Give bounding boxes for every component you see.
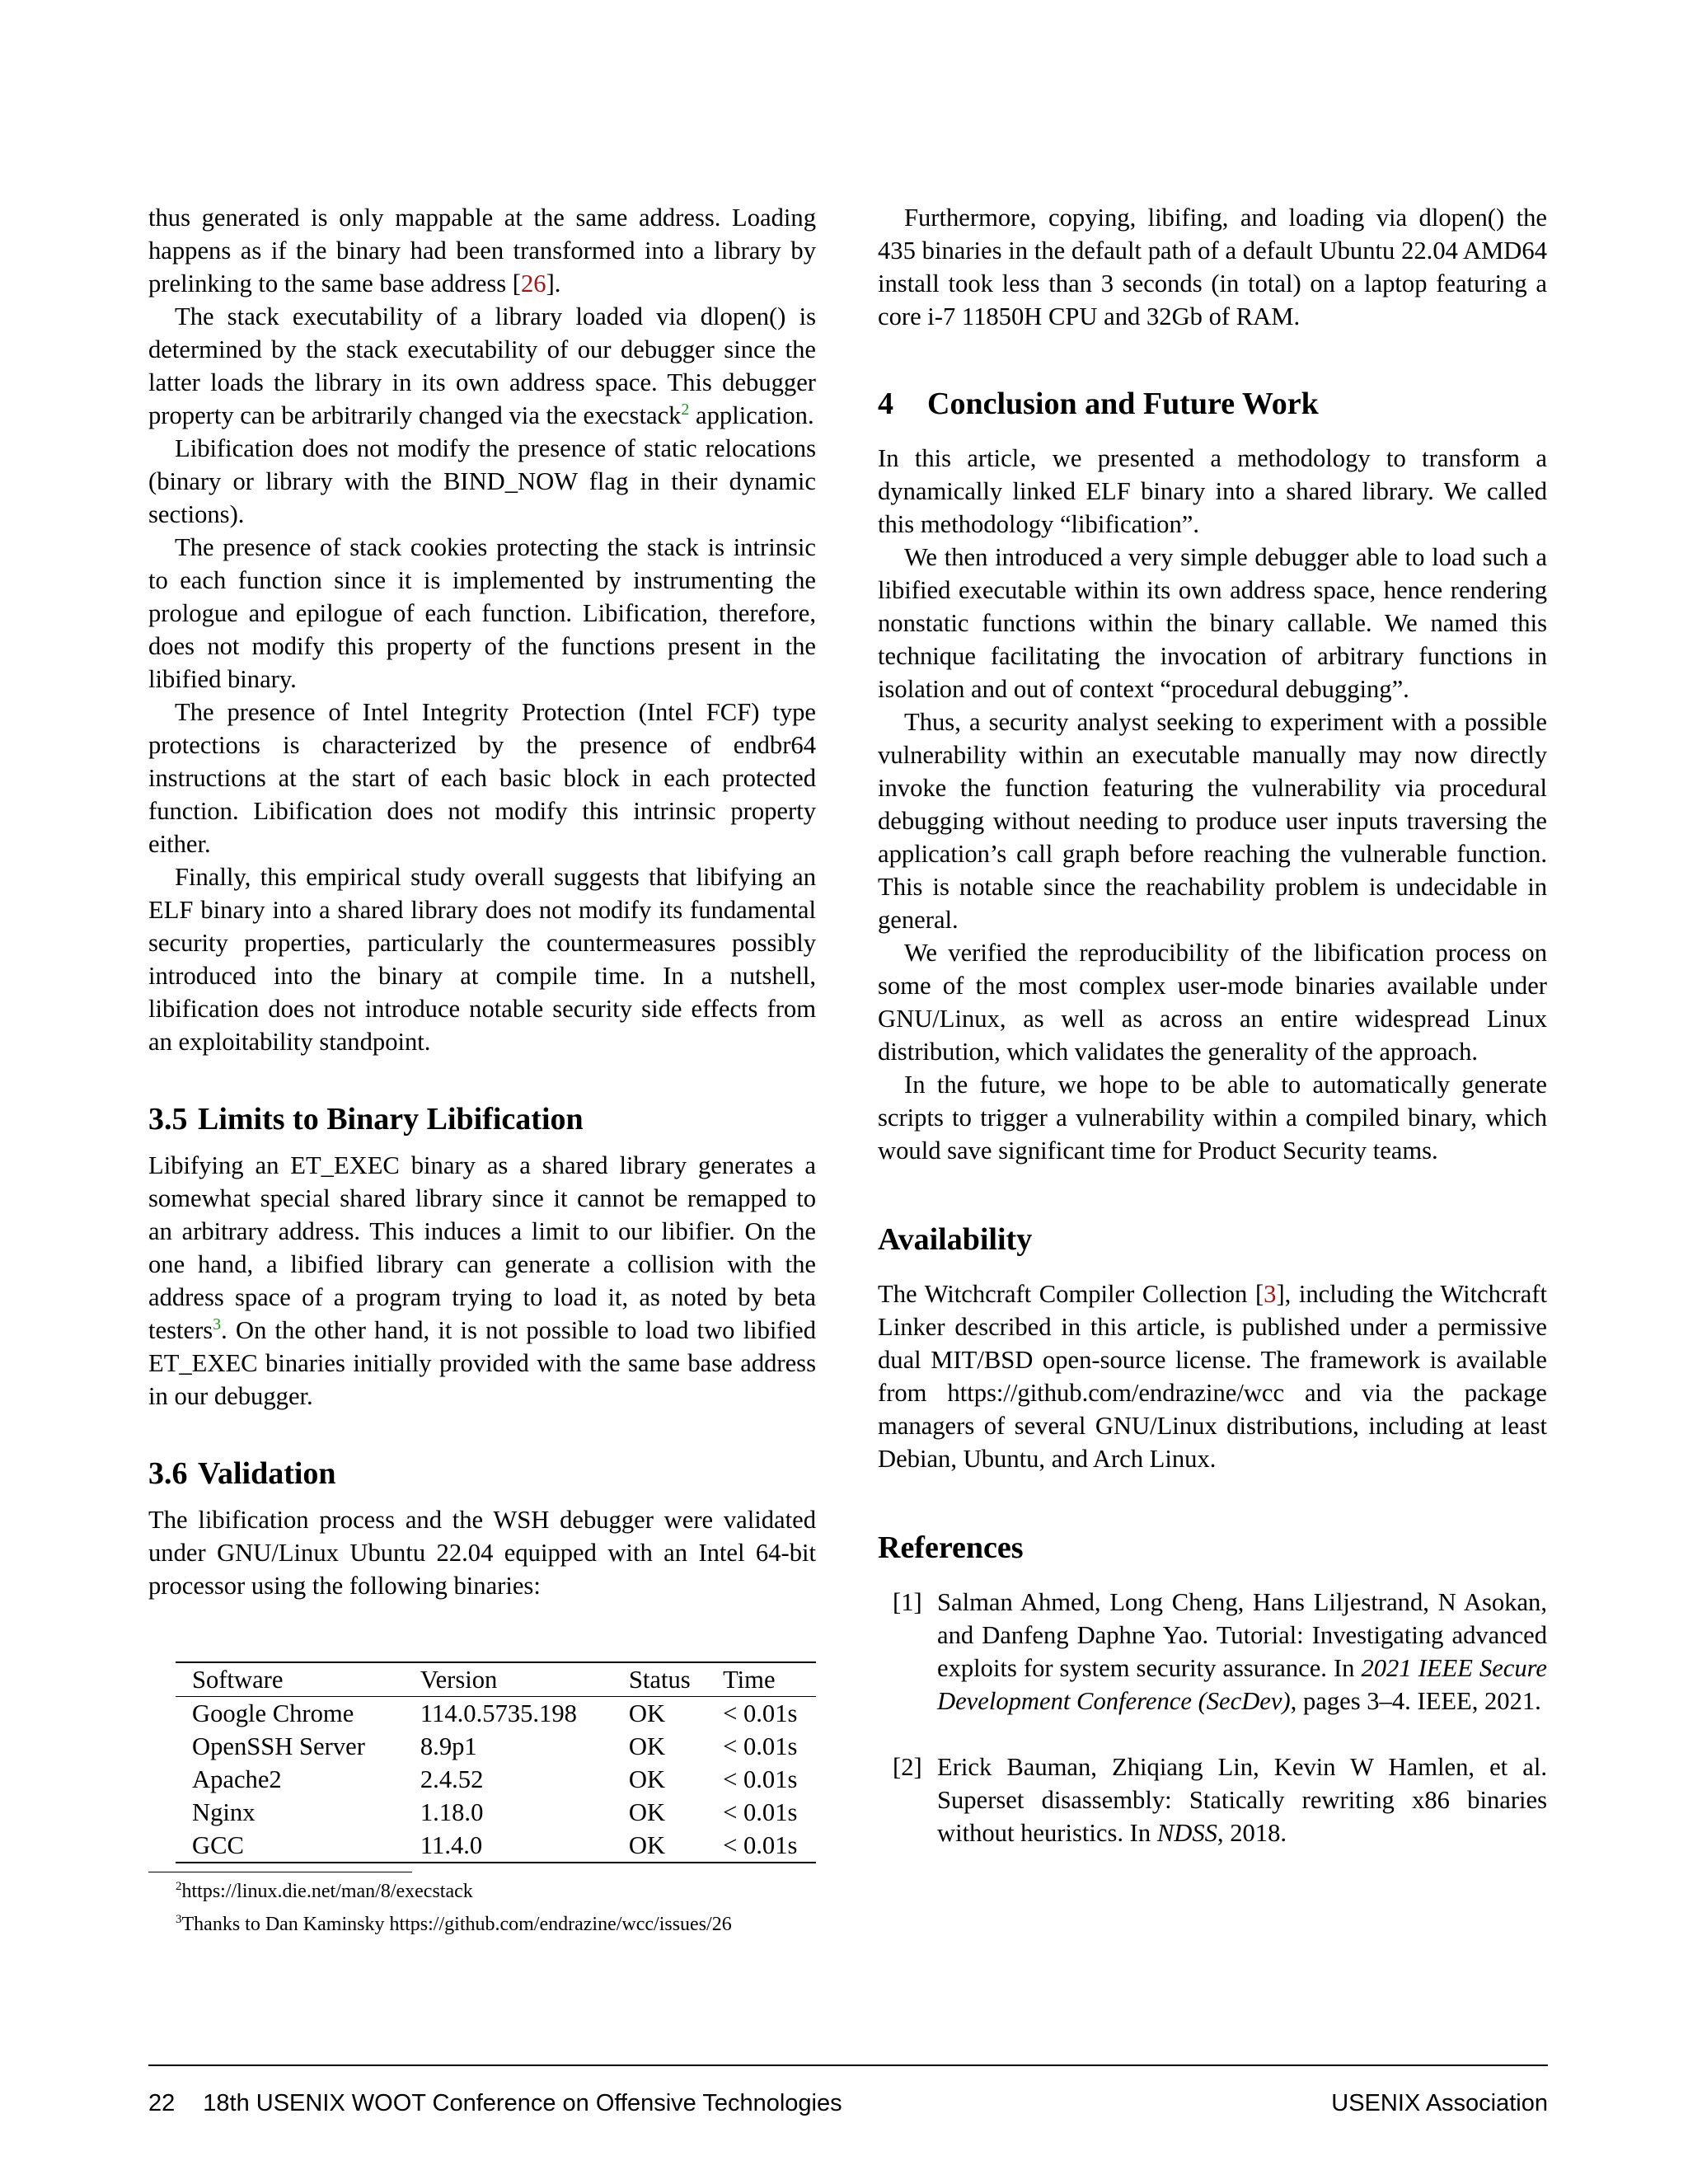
paragraph: thus generated is only mappable at the same address. Loading happens as if the binary had been transformed into a library by prelinking to the same base address [26]. (148, 204, 816, 298)
citation-link[interactable]: 3 (1264, 1280, 1277, 1308)
paragraph: The presence of Intel Integrity Protection (Intel FCF) type protections is characterized by the presence of endbr64 instructions at the start of each basic block in each protected function. Libification does not modify this intrinsic property either. (148, 698, 816, 858)
paragraph: Finally, this empirical study overall suggests that libifying an ELF binary into a shared library does not modify its fundamental security properties, particularly the countermeasures possibly introduced into the binary at compile time. In a nutshell, libification does not introduce notable security side effects from an exploitability standpoint. (148, 863, 816, 1056)
paragraph: Thus, a security analyst seeking to experiment with a possible vulnerability within an executable manually may now directly invoke the function featuring the vulnerability via procedural debugging without needing to produce user inputs traversing the application’s call graph before reaching the vulnerable function. This is notable since the reachability problem is undecidable in general. (878, 708, 1547, 934)
section-heading: 3.5 Limits to Binary Libification (148, 1102, 584, 1137)
paragraph: The Witchcraft Compiler Collection [3], including the Witchcraft Linker described in this article, is published under a permissive dual MIT/BSD open-source license. The framework is available from https://github.com/endrazine/wcc and via the package managers of several GNU/Linux distributions, including at least Debian, Ubuntu, and Arch Linux. (878, 1280, 1547, 1473)
table-header: Time (723, 1666, 776, 1694)
footer-org: USENIX Association (1331, 2090, 1548, 2116)
left-column (148, 201, 816, 1938)
paragraph: Libifying an ET_EXEC binary as a shared library generates a somewhat special shared library since it cannot be remapped to an arbitrary address. This induces a limit to our libifier. On the one hand, a libified library can generate a collision with the address space of a program trying to load it, as noted by beta testers$^3$. On the other hand, it is not possible to load two libified ET_EXEC binaries initially provided with the same base address in our debugger. (148, 1151, 816, 1410)
right-column (878, 201, 1547, 1849)
reference-label: [2] (893, 1753, 922, 1781)
reference-item: [2] Erick Bauman, Zhiqiang Lin, Kevin W Hamlen, et al. Superset disassembly: Statically rewriting x86 binaries without heuristics. In NDSS, 2018. (878, 1750, 1547, 1849)
footnote-url[interactable]: https://linux.die.net/man/8/execstack (181, 1881, 473, 1902)
section-heading: Availability (878, 1222, 1033, 1257)
table-row: Google Chrome 114.0.5735.198 OK < 0.01s (192, 1699, 798, 1727)
paragraph: In the future, we hope to be able to automatically generate scripts to trigger a vulnerability within a compiled binary, which would save significant time for Product Security teams. (878, 1071, 1547, 1165)
page-number: 22 (148, 2090, 176, 2116)
paragraph: Libification does not modify the presence of static relocations (binary or library with the BIND_NOW flag in their dynamic sections). (148, 434, 816, 528)
paragraph: We then introduced a very simple debugger able to load such a libified executable within its own address space, hence rendering nonstatic functions within the binary callable. We named this technique facilitating the invocation of arbitrary functions in isolation and out of context “procedural debugging”. (878, 543, 1547, 703)
footnotes (148, 1872, 816, 1938)
reference-item: [1] Salman Ahmed, Long Cheng, Hans Liljestrand, N Asokan, and Danfeng Daphne Yao. Tutorial: Investigating advanced exploits for system security assurance. In 2021 IEEE Secure Development Conference (SecDev), pages 3–4. IEEE, 2021. (878, 1586, 1547, 1718)
table-row: Nginx 1.18.0 OK < 0.01s (192, 1798, 798, 1826)
table-header: Status (628, 1666, 691, 1694)
footnote: $^3$Thanks to Dan Kaminsky https://github.com/endrazine/wcc/issues/26 (176, 1913, 732, 1935)
software-table (176, 1661, 816, 1863)
paragraph: In this article, we presented a methodology to transform a dynamically linked ELF binary into a shared library. We called this methodology “libification”. (878, 444, 1547, 538)
paragraph: The stack executability of a library loaded via dlopen() is determined by the stack executability of our debugger since the latter loads the library in its own address space. This debugger property can be arbitrarily changed via the execstack$^2$ application. (148, 302, 816, 429)
section-heading: 4 Conclusion and Future Work (878, 387, 1319, 421)
paragraph: The presence of stack cookies protecting the stack is intrinsic to each function since it is implemented by instrumenting the prologue and epilogue of each function. Libification, therefore, does not modify this property of the functions present in the libified binary. (148, 533, 816, 693)
section-heading: 3.6 Validation (148, 1456, 336, 1491)
footer-divider (148, 2064, 1548, 2066)
reference-label: [1] (893, 1588, 922, 1616)
table-row: Apache2 2.4.52 OK < 0.01s (192, 1765, 798, 1793)
table-row: GCC 11.4.0 OK < 0.01s (176, 1829, 816, 1863)
paragraph: We verified the reproducibility of the libification process on some of the most complex user-mode binaries available under GNU/Linux, as well as across an entire widespread Linux distribution, which validates the generality of the approach. (878, 939, 1547, 1066)
conference-name: 18th USENIX WOOT Conference on Offensive Technologies (203, 2090, 842, 2116)
table-header: Software (192, 1666, 284, 1694)
table-row: OpenSSH Server 8.9p1 OK < 0.01s (192, 1732, 798, 1760)
footnote: $^2$https://linux.die.net/man/8/execstack (176, 1880, 473, 1902)
section-heading: References (878, 1530, 1024, 1565)
footer-left (148, 2088, 842, 2118)
citation-link[interactable]: 26 (520, 269, 546, 298)
table-header-row (176, 1662, 816, 1697)
table-header: Version (420, 1666, 498, 1694)
paragraph: Furthermore, copying, libifing, and loading via dlopen() the 435 binaries in the default path of a default Ubuntu 22.04 AMD64 install took less than 3 seconds (in total) on a laptop featuring a core i-7 11850H CPU and 32Gb of RAM. (878, 204, 1547, 330)
reference-list (878, 1586, 1547, 1849)
paragraph: The libification process and the WSH debugger were validated under GNU/Linux Ubuntu 22.04 equipped with an Intel 64-bit processor using the following binaries: (148, 1506, 816, 1600)
footnote-ref[interactable]: 3 (213, 1315, 222, 1333)
footnote-ref[interactable]: 2 (681, 400, 690, 419)
